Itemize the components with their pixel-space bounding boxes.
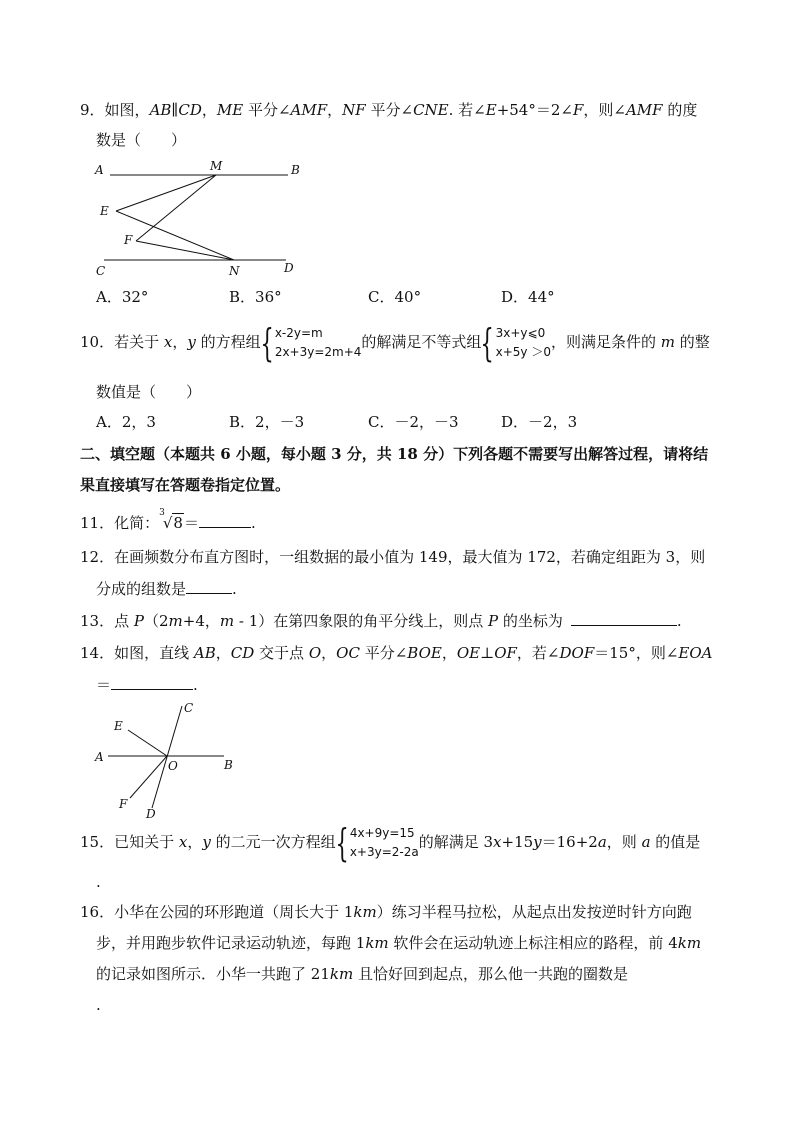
q10-choice-d[interactable]: D．－2，3 [501, 413, 578, 431]
q14-stem: 14．如图，直线 AB，CD 交于点 O，OC 平分∠BOE，OE⊥OF，若∠DOF＝15°，则∠EOA [80, 644, 713, 662]
q14-label-c: C [184, 701, 194, 715]
q9-seg-me [116, 175, 216, 211]
q14-answer-blank[interactable] [111, 673, 193, 690]
q14-label-f: F [119, 797, 128, 811]
q13: 13．点 P（2m+4，m - 1）在第四象限的角平分线上，则点 P 的坐标为 . [80, 609, 682, 632]
q9-stem-line2: 数是（ ） [96, 131, 187, 149]
q10-equation-system: { x-2y=m 2x+3y=2m+4 [260, 321, 362, 365]
q9-figure [90, 155, 310, 280]
q14-figure [90, 700, 250, 822]
q9-label-a: A [95, 163, 104, 177]
q11: 11．化简：$^3$√8＝ . [80, 508, 256, 532]
q10-choices [96, 411, 696, 433]
q14-label-d: D [146, 807, 156, 821]
q12-line2: 分成的组数是 . [96, 577, 237, 600]
q9-seg-mf [136, 175, 216, 241]
q11-answer-blank[interactable] [199, 511, 251, 528]
q14-line-cd [152, 706, 182, 808]
q10-inequality-system: { 3x+y⩽0 x+5y ＞0 [480, 321, 551, 365]
q14-label-o: O [168, 759, 178, 773]
q15-equation-system: { 4x+9y=15 x+3y=2-2a [335, 821, 419, 865]
q16-line3: 的记录如图所示．小华一共跑了 21km 且恰好回到起点，那么他一共跑的圈数是 [96, 965, 628, 983]
q9-choice-b[interactable]: B．36° [229, 288, 282, 306]
q9-choice-a[interactable]: A．32° [96, 288, 149, 306]
q16-line1: 16．小华在公园的环形跑道（周长大于 1km）练习半程马拉松，从起点出发按逆时针方向跑 [80, 903, 692, 921]
q9-seg-fn [136, 241, 234, 260]
q9-stem: 9．如图，AB∥CD，ME 平分∠AMF，NF 平分∠CNE. 若∠E+54°＝2∠F，则∠AMF 的度 [80, 101, 698, 119]
q9-label-b: B [291, 163, 300, 177]
q9-choice-d[interactable]: D．44° [501, 288, 555, 306]
q10-choice-b[interactable]: B．2，－3 [229, 413, 305, 431]
q13-answer-blank[interactable] [571, 609, 677, 626]
q9-seg-en [116, 211, 234, 260]
q12-answer-blank[interactable] [186, 577, 232, 594]
q16-line4: . [96, 996, 101, 1014]
q14-label-a: A [95, 750, 104, 764]
q16-line2: 步，并用跑步软件记录运动轨迹，每跑 1km 软件会在运动轨迹上标注相应的路程，前 4km [96, 934, 702, 952]
section2-heading-line1: 二、填空题（本题共 6 小题，每小题 3 分，共 18 分）下列各题不需要写出解答过程，请将结 [80, 445, 709, 463]
q9-label-n: N [229, 264, 240, 278]
q9-choices [96, 286, 696, 308]
section2-heading-line2: 果直接填写在答题卷指定位置。 [80, 476, 291, 494]
q9-label-d: D [284, 261, 294, 275]
q12-line1: 12．在画频数分布直方图时，一组数据的最小值为 149，最大值为 172，若确定组距为 3，则 [80, 548, 706, 566]
q10-choice-a[interactable]: A．2，3 [96, 413, 156, 431]
q15-stem: 15．已知关于 x，y 的二元一次方程组 { 4x+9y=15 x+3y=2-2a 的解满足 3x+15y＝16+2a，则 a 的值是 [80, 821, 701, 865]
q10-stem-line2: 数值是（ ） [96, 383, 202, 401]
q14-label-e: E [114, 719, 123, 733]
q9-label-c: C [96, 264, 106, 278]
q10-stem: 10．若关于 x，y 的方程组 { x-2y=m 2x+3y=2m+4 的解满足不等式组 { 3x+y⩽0 x+5y ＞0 ，则满足条件的 m 的整 [80, 321, 710, 365]
q9-label-e: E [100, 204, 109, 218]
q10-choice-c[interactable]: C．－2，－3 [368, 413, 459, 431]
q9-choice-c[interactable]: C．40° [368, 288, 422, 306]
q15-stem-line2: . [96, 873, 101, 891]
q14-ray-oe [128, 730, 167, 756]
q11-cube-root: $^3$√8 [159, 508, 183, 532]
q9-label-m: M [210, 159, 223, 173]
q9-label-f: F [124, 233, 133, 247]
q14-label-b: B [224, 758, 233, 772]
q14-stem-line2: ＝ . [96, 673, 198, 696]
